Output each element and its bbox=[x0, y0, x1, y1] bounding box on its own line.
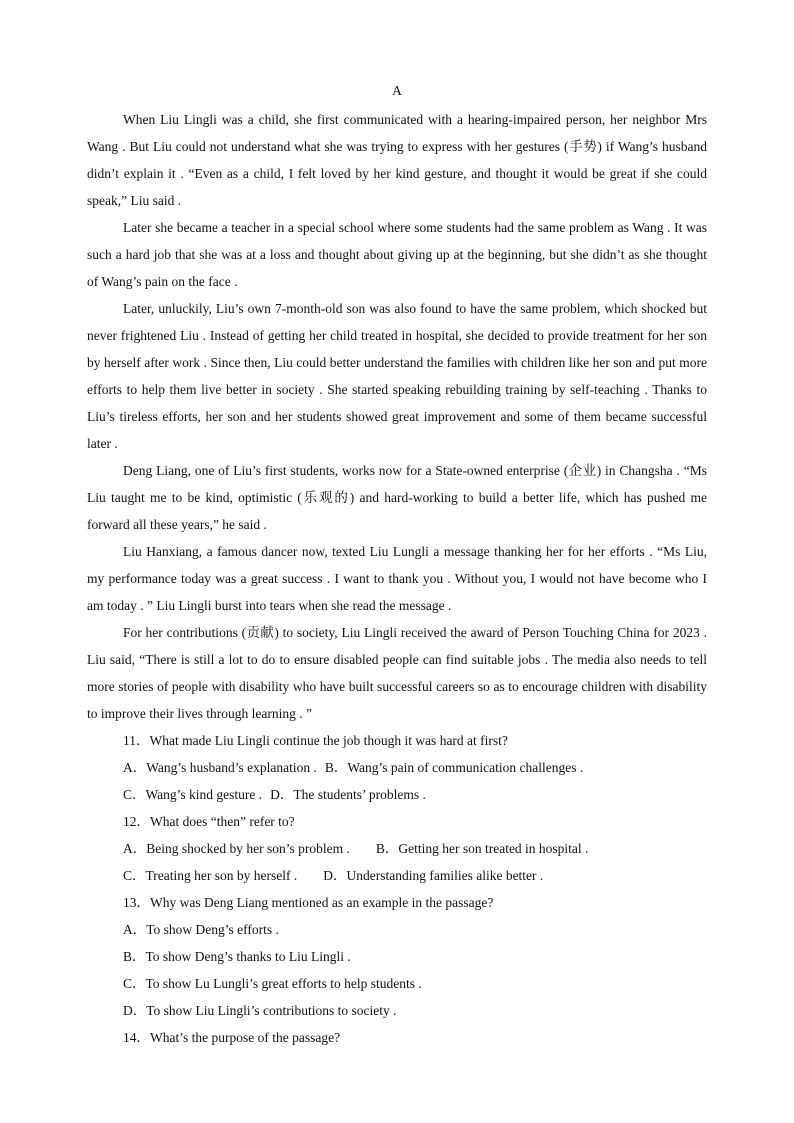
option-11-b[interactable]: B．Wang’s pain of communication challenges . bbox=[324, 760, 584, 775]
option-13-b[interactable]: B．To show Deng’s thanks to Liu Lingli . bbox=[123, 949, 351, 964]
option-12-d[interactable]: D．Understanding families alike better . bbox=[323, 868, 544, 883]
question-12-options-row-1 bbox=[87, 835, 707, 862]
option-13-d[interactable]: D．To show Liu Lingli’s contributions to society . bbox=[123, 1003, 397, 1018]
passage-title: A bbox=[392, 83, 402, 98]
option-11-a[interactable]: A．Wang’s husband’s explanation . bbox=[123, 760, 317, 775]
option-12-b[interactable]: B．Getting her son treated in hospital . bbox=[375, 841, 589, 856]
document-page bbox=[87, 80, 707, 1051]
paragraph-3: Later, unluckily, Liu’s own 7-month-old son was also found to have the same problem, which shocked but never frightened Liu . Instead of getting her child treated in hospital, she decided to provide treatment for her son by herself after work . Since then, Liu could better understand the families with children like her son and put more efforts to help them live better in society . She started speaking rebuilding training by self-teaching . Thanks to Liu’s tireless efforts, her son and her students showed great improvement and some of them became successful later . bbox=[87, 301, 707, 451]
paragraph-5: Liu Hanxiang, a famous dancer now, texted Liu Lungli a message thanking her for her efforts . “Ms Liu, my performance today was a great success . I want to thank you . Without you, I would not have become who I am today . ” Liu Lingli burst into tears when she read the message . bbox=[87, 544, 707, 613]
question-12-options-row-2 bbox=[87, 862, 707, 889]
option-11-c[interactable]: C．Wang’s kind gesture . bbox=[123, 787, 263, 802]
option-13-a[interactable]: A．To show Deng’s efforts . bbox=[123, 922, 279, 937]
option-11-d[interactable]: D．The students’ problems . bbox=[270, 787, 426, 802]
paragraph-4: Deng Liang, one of Liu’s first students, works now for a State-owned enterprise (企业) in Changsha . “Ms Liu taught me to be kind, optimistic (乐观的) and hard-working to build a better life, which has pushed me forward all these years,” he said . bbox=[87, 463, 707, 532]
question-11-options-row-1 bbox=[87, 754, 707, 781]
question-14-stem: 14．What’s the purpose of the passage? bbox=[123, 1030, 341, 1045]
question-12-stem: 12．What does “then” refer to? bbox=[123, 814, 295, 829]
paragraph-1: When Liu Lingli was a child, she first communicated with a hearing-impaired person, her neighbor Mrs Wang . But Liu could not understand what she was trying to express with her gestures (手势) if Wang’s husband didn’t explain it . “Even as a child, I felt loved by her kind gesture, and thought it would be great if she could speak,” Liu said . bbox=[87, 112, 707, 208]
option-12-c[interactable]: C．Treating her son by herself . bbox=[123, 868, 298, 883]
paragraph-6: For her contributions (贡献) to society, Liu Lingli received the award of Person Touching China for 2023 . Liu said, “There is still a lot to do to ensure disabled people can find suitable jobs . The media also needs to tell more stories of people with disability who have built successful careers so as to encourage children with disability to improve their lives through learning . ” bbox=[87, 625, 707, 721]
question-11-options-row-2 bbox=[87, 781, 707, 808]
question-11-stem: 11．What made Liu Lingli continue the job though it was hard at first? bbox=[123, 733, 508, 748]
option-13-c[interactable]: C．To show Lu Lungli’s great efforts to help students . bbox=[123, 976, 422, 991]
question-13-stem: 13．Why was Deng Liang mentioned as an example in the passage? bbox=[123, 895, 494, 910]
option-12-a[interactable]: A．Being shocked by her son’s problem . bbox=[123, 841, 350, 856]
paragraph-2: Later she became a teacher in a special school where some students had the same problem as Wang . It was such a hard job that she was at a loss and thought about giving up at the beginning, but she didn’t as she thought of Wang’s pain on the face . bbox=[87, 220, 707, 289]
